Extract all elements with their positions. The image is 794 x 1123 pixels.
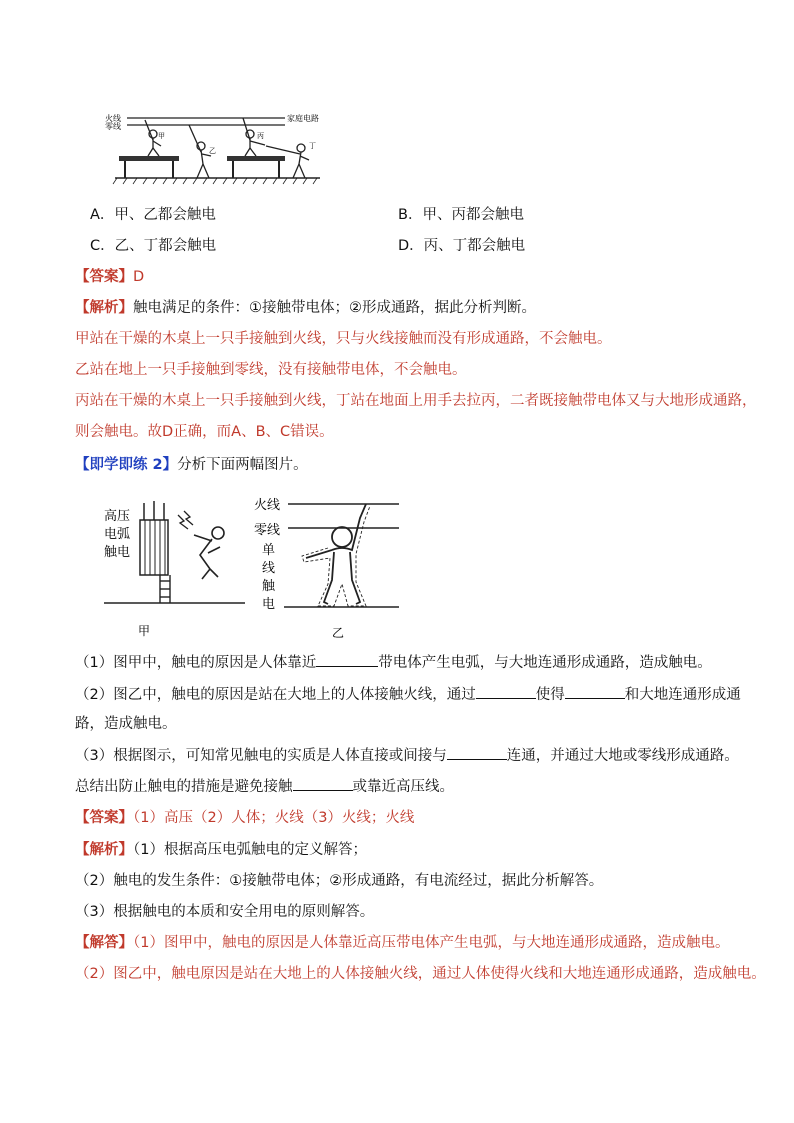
- answer-blank-3[interactable]: [565, 684, 625, 699]
- jia-side-label-2: 电弧: [104, 527, 131, 542]
- analysis-line-3: 丙站在干燥的木桌上一只手接触到火线，丁站在地面上用手去拉丙，二者既接触带电体又与大地形成通路，: [75, 393, 757, 409]
- analysis-2: [75, 840, 367, 860]
- answer-2-tag: 【答案】: [75, 810, 133, 826]
- analysis-tag: 【解析】: [75, 300, 133, 316]
- option-a: A．甲、乙都会触电: [90, 207, 216, 223]
- practice-tag: 【即学即练 2】: [75, 457, 178, 473]
- jia-caption: 甲: [138, 624, 151, 638]
- option-c: C．乙、丁都会触电: [90, 238, 217, 254]
- q2-sub3-text-d: 或靠近高压线。: [352, 779, 454, 795]
- solution-2-tag: 【解答】: [75, 935, 133, 951]
- neutral-wire-label: 零线: [105, 122, 121, 131]
- q2-sub2-text-c: 和大地连通形成通: [624, 687, 741, 703]
- person-yi-label: 乙: [209, 147, 216, 155]
- yi-side-label-1: 单: [262, 543, 276, 558]
- q2-sub1-text-a: （1）图甲中，触电的原因是人体靠近: [75, 655, 317, 671]
- jia-side-label-3: 触电: [104, 545, 131, 560]
- yi-side-label-4: 电: [262, 597, 276, 612]
- q2-sub3-text-b: 连通，并通过大地或零线形成通路。: [506, 748, 739, 764]
- q2-sub3-text-c: 总结出防止触电的措施是避免接触: [75, 779, 293, 795]
- q2-sub3: [75, 745, 739, 766]
- person-jia-label: 甲: [158, 132, 165, 140]
- live-wire-label: 火线: [105, 114, 121, 123]
- q2-sub3-cont: [75, 776, 454, 797]
- answer-blank-1[interactable]: [316, 652, 378, 667]
- figure-jia-high-voltage-arc: [100, 495, 250, 645]
- solution-2-line-2: （2）图乙中，触电原因是站在大地上的人体接触火线，通过人体使得火线和大地连通形成通路，造成触电。: [75, 966, 766, 982]
- yi-live-label: 火线: [254, 498, 281, 513]
- analysis-line-4: 则会触电。故D正确，而A、B、C错误。: [75, 424, 334, 440]
- analysis-2-line-1: （1）根据高压电弧触电的定义解答；: [133, 842, 367, 858]
- option-b: B．甲、丙都会触电: [398, 207, 524, 223]
- answer-value: D: [133, 269, 145, 285]
- analysis-line-2: 乙站在地上一只手接触到零线，没有接触带电体，不会触电。: [75, 362, 467, 378]
- yi-side-label-2: 线: [262, 561, 276, 576]
- practice-prompt: 分析下面两幅图片。: [177, 457, 308, 473]
- yi-neutral-label: 零线: [254, 523, 281, 538]
- answer-2-value: （1）高压（2）人体；火线（3）火线；火线: [133, 810, 415, 826]
- practice-2-heading: [75, 455, 308, 475]
- q2-sub2-text-a: （2）图乙中，触电的原因是站在大地上的人体接触火线，通过: [75, 687, 476, 703]
- figure-household-circuit: [105, 108, 325, 186]
- answer-blank-4[interactable]: [447, 745, 507, 760]
- answer-1: [75, 267, 144, 287]
- q2-sub2-text-b: 使得: [535, 687, 565, 703]
- figure-yi-single-wire: [244, 492, 404, 644]
- answer-2: [75, 808, 414, 828]
- analysis-1: [75, 298, 536, 318]
- answer-blank-2[interactable]: [476, 684, 536, 699]
- q2-sub3-text-a: （3）根据图示，可知常见触电的实质是人体直接或间接与: [75, 748, 447, 764]
- solution-2: [75, 933, 729, 953]
- person-ding-label: 丁: [309, 142, 316, 150]
- yi-side-label-3: 触: [262, 579, 276, 594]
- circuit-label: 家庭电路: [287, 114, 319, 123]
- q2-sub1: [75, 652, 712, 673]
- analysis-line-1: 甲站在干燥的木桌上一只手接触到火线，只与火线接触而没有形成通路，不会触电。: [75, 331, 612, 347]
- analysis-2-line-2: （2）触电的发生条件：①接触带电体；②形成通路，有电流经过，据此分析解答。: [75, 873, 604, 889]
- answer-tag: 【答案】: [75, 269, 133, 285]
- q2-sub1-text-b: 带电体产生电弧，与大地连通形成通路，造成触电。: [378, 655, 712, 671]
- analysis-text: 触电满足的条件：①接触带电体；②形成通路，据此分析判断。: [133, 300, 536, 316]
- analysis-2-tag: 【解析】: [75, 842, 133, 858]
- solution-2-line-1: （1）图甲中，触电的原因是人体靠近高压带电体产生电弧，与大地连通形成通路，造成触电。: [133, 935, 730, 951]
- answer-blank-5[interactable]: [293, 776, 353, 791]
- person-bing-label: 丙: [257, 132, 264, 140]
- q2-sub2-cont: 路，造成触电。: [75, 716, 177, 732]
- analysis-2-line-3: （3）根据触电的本质和安全用电的原则解答。: [75, 904, 375, 920]
- jia-side-label-1: 高压: [104, 509, 131, 524]
- q2-sub2: [75, 684, 741, 705]
- yi-caption: 乙: [332, 626, 345, 640]
- option-d: D．丙、丁都会触电: [398, 238, 526, 254]
